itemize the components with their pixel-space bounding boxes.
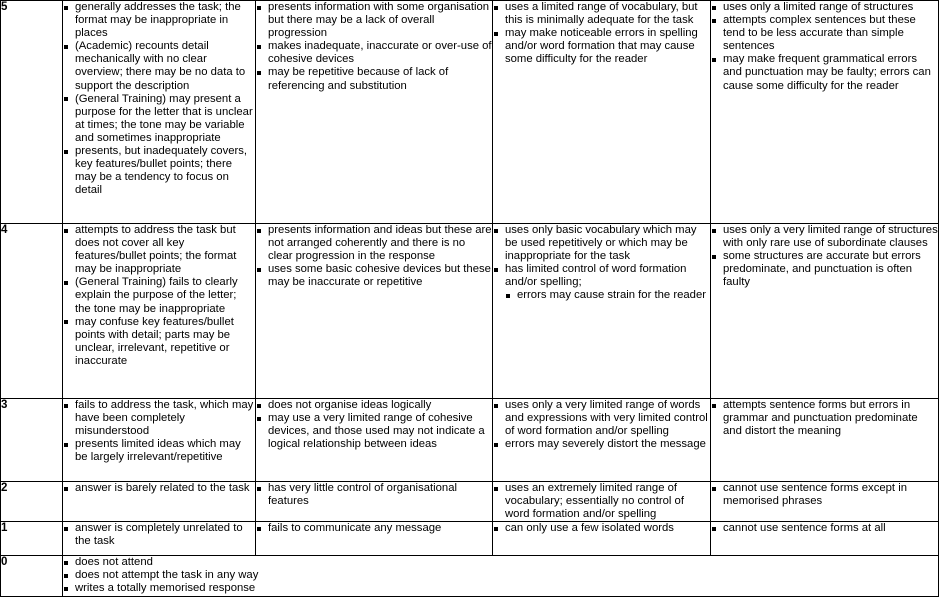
task-achievement-cell (63, 224, 256, 399)
list-item-text: fails to address the task, which may have been completely misunderstood (75, 399, 254, 438)
square-bullet-icon (64, 6, 68, 10)
zero-band-merged-cell (63, 556, 939, 596)
list-item (256, 40, 492, 66)
list-item (493, 399, 710, 438)
list-item-text: answer is completely unrelated to the task (75, 522, 243, 548)
square-bullet-icon (257, 45, 261, 49)
table-body (1, 1, 939, 597)
band-score-label: 0 (1, 556, 8, 569)
list-item (711, 482, 938, 508)
bullet-list (256, 482, 492, 508)
list-item-text: has limited control of word formation and/or spelling; (505, 263, 687, 289)
coherence-cohesion-cell (256, 522, 493, 556)
band-score-cell (1, 1, 63, 224)
bullet-list (493, 224, 710, 303)
bullet-list (493, 482, 710, 521)
list-item (256, 1, 492, 40)
square-bullet-icon (494, 229, 498, 233)
square-bullet-icon (494, 487, 498, 491)
square-bullet-icon (257, 268, 261, 272)
band-score-label: 1 (1, 522, 8, 535)
list-item-text: generally addresses the task; the format may be inappropriate in places (75, 1, 241, 40)
list-item-text: attempts sentence forms but errors in grammar and punctuation predominate and distort the meaning (723, 399, 918, 438)
band-score-cell (1, 556, 63, 596)
square-bullet-icon (257, 417, 261, 421)
square-bullet-icon (257, 527, 261, 531)
square-bullet-icon (64, 45, 68, 49)
list-item-text: errors may cause strain for the reader (517, 289, 706, 302)
band-score-label: 4 (1, 224, 8, 236)
bullet-list (711, 399, 938, 438)
square-bullet-icon (64, 443, 68, 447)
list-item-text: fails to communicate any message (268, 522, 442, 535)
task-achievement-cell (63, 522, 256, 556)
list-item (711, 399, 938, 438)
list-item (63, 40, 255, 92)
lexical-resource-cell (493, 224, 711, 399)
square-bullet-icon (257, 487, 261, 491)
list-item-text: uses only a limited range of structures (723, 1, 914, 13)
list-item (256, 224, 492, 263)
grammatical-range-cell (711, 522, 939, 556)
square-bullet-icon (506, 294, 510, 298)
table-row (1, 399, 939, 482)
list-item (493, 522, 710, 535)
list-item (256, 66, 492, 92)
square-bullet-icon (494, 527, 498, 531)
list-item (63, 145, 255, 197)
grammatical-range-cell (711, 482, 939, 522)
bullet-list (63, 399, 255, 464)
list-item (63, 316, 255, 368)
bullet-list (493, 399, 710, 451)
grammatical-range-cell (711, 224, 939, 399)
list-item-text: cannot use sentence forms except in memorised phrases (723, 482, 907, 508)
list-item (711, 522, 938, 535)
list-item-text: does not attempt the task in any way (75, 569, 259, 582)
list-item-text: may make noticeable errors in spelling and/or word formation that may cause some difficulty for the reader (505, 27, 698, 66)
list-item (63, 438, 255, 464)
list-item-text: uses a limited range of vocabulary, but this is minimally adequate for the task (505, 1, 698, 27)
list-item (63, 556, 938, 569)
bullet-list (256, 522, 492, 535)
table-row (1, 1, 939, 224)
bullet-list (63, 482, 255, 495)
square-bullet-icon (64, 487, 68, 491)
square-bullet-icon (257, 71, 261, 75)
list-item-text: writes a totally memorised response (75, 582, 256, 595)
list-item-text: does not attend (75, 556, 153, 569)
bullet-list (711, 522, 938, 535)
list-item-text: cannot use sentence forms at all (723, 522, 886, 535)
list-item-text: presents information with some organisation but there may be a lack of overall progression (268, 1, 490, 40)
list-item-text: uses some basic cohesive devices but these may be inaccurate or repetitive (268, 263, 491, 289)
square-bullet-icon (64, 150, 68, 154)
square-bullet-icon (712, 487, 716, 491)
list-item (493, 224, 710, 263)
lexical-resource-cell (493, 399, 711, 482)
square-bullet-icon (257, 404, 261, 408)
table-row (1, 556, 939, 596)
list-item-text: attempts to address the task but does not cover all key features/bullet points; the format may be inappropriate (75, 224, 237, 276)
list-item (63, 224, 255, 276)
coherence-cohesion-cell (256, 482, 493, 522)
list-item-text: does not organise ideas logically (268, 399, 432, 411)
bullet-list (493, 522, 710, 535)
list-item-text: (General Training) fails to clearly explain the purpose of the letter; the tone may be inappropriate (75, 276, 238, 315)
band-score-label: 5 (1, 1, 8, 13)
square-bullet-icon (494, 6, 498, 10)
list-item (63, 1, 255, 40)
bullet-list (63, 556, 938, 595)
list-item (63, 93, 255, 145)
list-item-text: attempts complex sentences but these tend to be less accurate than simple sentences (723, 14, 916, 53)
square-bullet-icon (712, 527, 716, 531)
list-item (493, 27, 710, 66)
band-score-cell (1, 482, 63, 522)
coherence-cohesion-cell (256, 1, 493, 224)
list-item-text: answer is barely related to the task (75, 482, 250, 494)
task-achievement-cell (63, 399, 256, 482)
list-item-text: (Academic) recounts detail mechanically with no clear overview; there may be no data to support the description (75, 40, 246, 92)
list-item (256, 263, 492, 289)
square-bullet-icon (64, 587, 68, 591)
bullet-list (711, 224, 938, 289)
table-row (1, 482, 939, 522)
list-item-text: errors may severely distort the message (505, 438, 706, 451)
list-item-text: may make frequent grammatical errors and punctuation may be faulty; errors can cause some difficulty for the reader (723, 53, 931, 92)
square-bullet-icon (257, 6, 261, 10)
list-item (63, 399, 255, 438)
list-item (63, 582, 938, 595)
square-bullet-icon (64, 229, 68, 233)
square-bullet-icon (64, 574, 68, 578)
list-item-text: uses only a very limited range of words and expressions with very limited control of word formation and/or spelling (505, 399, 708, 438)
list-item (711, 14, 938, 53)
square-bullet-icon (64, 527, 68, 531)
list-item-text: presents, but inadequately covers, key features/bullet points; there may be a tendency to focus on detail (75, 145, 248, 197)
coherence-cohesion-cell (256, 399, 493, 482)
square-bullet-icon (494, 32, 498, 36)
list-item-text: (General Training) may present a purpose for the letter that is unclear at times; the tone may be variable and sometimes inappropriate (75, 92, 253, 144)
list-item (256, 482, 492, 508)
square-bullet-icon (712, 229, 716, 233)
list-item-text: makes inadequate, inaccurate or over-use of cohesive devices (268, 40, 492, 66)
bullet-list (63, 1, 255, 197)
band-score-cell (1, 399, 63, 482)
square-bullet-icon (257, 229, 261, 233)
list-item (256, 412, 492, 451)
square-bullet-icon (64, 281, 68, 285)
list-item-text: may be repetitive because of lack of referencing and substitution (268, 66, 449, 92)
square-bullet-icon (494, 404, 498, 408)
list-item-text: can only use a few isolated words (505, 522, 674, 535)
list-item (711, 53, 938, 92)
list-item (711, 224, 938, 250)
square-bullet-icon (64, 404, 68, 408)
lexical-resource-cell (493, 522, 711, 556)
list-item (256, 522, 492, 535)
square-bullet-icon (64, 97, 68, 101)
list-item (493, 438, 710, 451)
band-score-cell (1, 522, 63, 556)
grammatical-range-cell (711, 399, 939, 482)
table-row (1, 522, 939, 556)
list-item-text: presents information and ideas but these are not arranged coherently and there is no clear progression in the response (268, 224, 492, 263)
nested-bullet-list (505, 289, 710, 302)
band-score-cell (1, 224, 63, 399)
bullet-list (711, 1, 938, 93)
bullet-list (711, 482, 938, 508)
bullet-list (256, 1, 492, 93)
table-row (1, 224, 939, 399)
list-item-text: has very little control of organisational features (268, 482, 458, 508)
square-bullet-icon (712, 404, 716, 408)
list-item (63, 482, 255, 495)
list-item-text: uses only a very limited range of structures with only rare use of subordinate clauses (723, 224, 938, 250)
square-bullet-icon (494, 443, 498, 447)
list-item (493, 263, 710, 302)
grammatical-range-cell (711, 1, 939, 224)
bullet-list (256, 399, 492, 451)
list-item-text: may confuse key features/bullet points with detail; parts may be unclear, irrelevant, repetitive or inaccurate (75, 315, 234, 367)
list-item (711, 250, 938, 289)
list-item (493, 482, 710, 521)
square-bullet-icon (64, 561, 68, 565)
list-item (493, 1, 710, 27)
coherence-cohesion-cell (256, 224, 493, 399)
lexical-resource-cell (493, 1, 711, 224)
bullet-list (63, 224, 255, 368)
square-bullet-icon (712, 6, 716, 10)
bullet-list (256, 224, 492, 289)
list-item-text: uses only basic vocabulary which may be used repetitively or which may be inappropriate for the task (505, 224, 697, 263)
list-item (63, 276, 255, 315)
list-item (256, 399, 492, 412)
square-bullet-icon (712, 255, 716, 259)
bullet-list (493, 1, 710, 66)
task-achievement-cell (63, 482, 256, 522)
list-item (505, 289, 710, 302)
list-item-text: some structures are accurate but errors predominate, and punctuation is often faulty (723, 250, 921, 289)
list-item-text: uses an extremely limited range of vocabulary; essentially no control of word formation and/or spelling (505, 482, 684, 521)
list-item (711, 1, 938, 14)
lexical-resource-cell (493, 482, 711, 522)
square-bullet-icon (712, 58, 716, 62)
square-bullet-icon (64, 320, 68, 324)
bullet-list (63, 522, 255, 548)
band-score-label: 3 (1, 399, 8, 411)
square-bullet-icon (494, 268, 498, 272)
square-bullet-icon (712, 19, 716, 23)
band-score-label: 2 (1, 482, 8, 494)
task-achievement-cell (63, 1, 256, 224)
list-item-text: presents limited ideas which may be largely irrelevant/repetitive (75, 438, 241, 464)
list-item-text: may use a very limited range of cohesive devices, and those used may not indicate a logical relationship between ideas (268, 412, 485, 451)
list-item (63, 522, 255, 548)
list-item (63, 569, 938, 582)
